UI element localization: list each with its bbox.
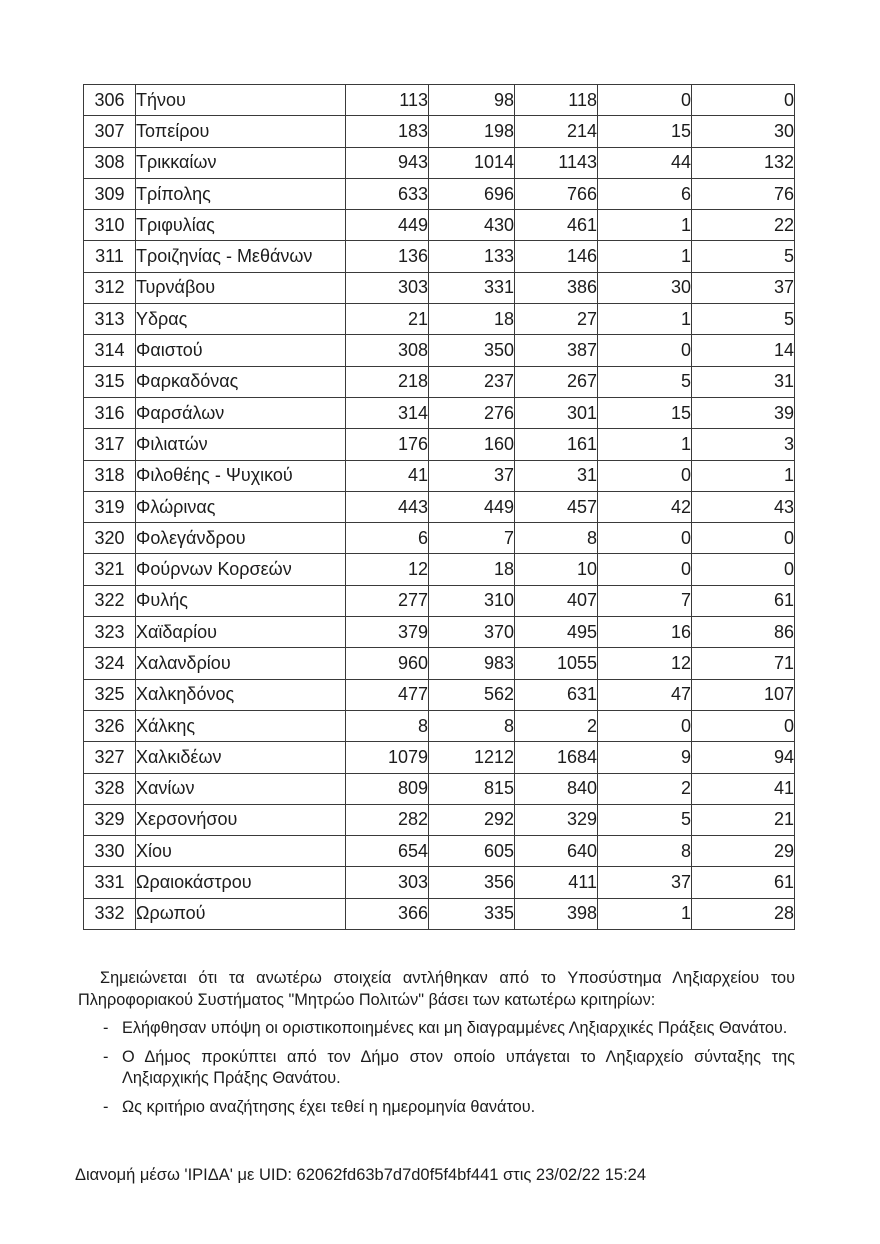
row-number-cell: 308	[84, 147, 136, 178]
municipality-cell: Τυρνάβου	[136, 272, 346, 303]
municipality-cell: Τρίπολης	[136, 178, 346, 209]
value-cell: 237	[429, 366, 515, 397]
table-row	[84, 523, 795, 554]
value-cell: 282	[346, 804, 429, 835]
value-cell: 2	[598, 773, 692, 804]
value-cell: 766	[515, 178, 598, 209]
value-cell: 7	[598, 585, 692, 616]
bullet-text: Ελήφθησαν υπόψη οι οριστικοποιημένες και μη διαγραμμένες Ληξιαρχικές Πράξεις Θανάτου.	[122, 1019, 788, 1038]
value-cell: 132	[692, 147, 795, 178]
value-cell: 12	[346, 554, 429, 585]
value-cell: 815	[429, 773, 515, 804]
row-number-cell: 331	[84, 867, 136, 898]
row-number-cell: 314	[84, 335, 136, 366]
value-cell: 631	[515, 679, 598, 710]
value-cell: 1684	[515, 742, 598, 773]
value-cell: 14	[692, 335, 795, 366]
row-number-cell: 325	[84, 679, 136, 710]
row-number-cell: 307	[84, 116, 136, 147]
table-row	[84, 147, 795, 178]
value-cell: 495	[515, 617, 598, 648]
value-cell: 0	[598, 85, 692, 116]
value-cell: 18	[429, 304, 515, 335]
table-row	[84, 648, 795, 679]
value-cell: 1	[598, 210, 692, 241]
row-number-cell: 313	[84, 304, 136, 335]
municipality-cell: Τριφυλίας	[136, 210, 346, 241]
value-cell: 1	[692, 460, 795, 491]
municipality-cell: Τοπείρου	[136, 116, 346, 147]
value-cell: 1	[598, 898, 692, 929]
value-cell: 1014	[429, 147, 515, 178]
value-cell: 1	[598, 241, 692, 272]
table-row	[84, 85, 795, 116]
table-row	[84, 272, 795, 303]
value-cell: 387	[515, 335, 598, 366]
municipality-cell: Χάλκης	[136, 710, 346, 741]
row-number-cell: 315	[84, 366, 136, 397]
municipality-cell: Φιλιατών	[136, 429, 346, 460]
value-cell: 146	[515, 241, 598, 272]
value-cell: 276	[429, 397, 515, 428]
value-cell: 86	[692, 617, 795, 648]
municipality-cell: Χαλανδρίου	[136, 648, 346, 679]
value-cell: 41	[346, 460, 429, 491]
value-cell: 136	[346, 241, 429, 272]
value-cell: 0	[598, 460, 692, 491]
table-row	[84, 429, 795, 460]
value-cell: 176	[346, 429, 429, 460]
value-cell: 42	[598, 491, 692, 522]
table-row	[84, 116, 795, 147]
value-cell: 8	[598, 836, 692, 867]
value-cell: 107	[692, 679, 795, 710]
value-cell: 214	[515, 116, 598, 147]
table-row	[84, 742, 795, 773]
municipality-cell: Φυλής	[136, 585, 346, 616]
value-cell: 198	[429, 116, 515, 147]
value-cell: 22	[692, 210, 795, 241]
value-cell: 292	[429, 804, 515, 835]
row-number-cell: 330	[84, 836, 136, 867]
table-row	[84, 304, 795, 335]
value-cell: 1	[598, 304, 692, 335]
value-cell: 350	[429, 335, 515, 366]
municipal-death-statistics-table	[83, 84, 795, 930]
municipality-cell: Χερσονήσου	[136, 804, 346, 835]
notes-section	[78, 968, 795, 1119]
value-cell: 37	[429, 460, 515, 491]
value-cell: 308	[346, 335, 429, 366]
table-row	[84, 366, 795, 397]
municipality-cell: Χανίων	[136, 773, 346, 804]
table-row	[84, 867, 795, 898]
value-cell: 449	[429, 491, 515, 522]
notes-intro-paragraph: Σημειώνεται ότι τα ανωτέρω στοιχεία αντλήθηκαν από το Υποσύστημα Ληξιαρχείου του Πληροφοριακού Συστήματος "Μητρώο Πολιτών" βάσει των κατωτέρω κριτηρίων:	[78, 969, 795, 1009]
value-cell: 0	[598, 523, 692, 554]
bullet-item	[78, 1018, 795, 1040]
row-number-cell: 332	[84, 898, 136, 929]
municipality-cell: Υδρας	[136, 304, 346, 335]
value-cell: 5	[692, 304, 795, 335]
table-row	[84, 397, 795, 428]
value-cell: 43	[692, 491, 795, 522]
value-cell: 1	[598, 429, 692, 460]
value-cell: 94	[692, 742, 795, 773]
value-cell: 31	[692, 366, 795, 397]
table-row	[84, 491, 795, 522]
value-cell: 21	[346, 304, 429, 335]
bullet-item	[78, 1097, 795, 1119]
value-cell: 133	[429, 241, 515, 272]
value-cell: 314	[346, 397, 429, 428]
value-cell: 160	[429, 429, 515, 460]
value-cell: 1212	[429, 742, 515, 773]
value-cell: 21	[692, 804, 795, 835]
value-cell: 335	[429, 898, 515, 929]
value-cell: 12	[598, 648, 692, 679]
bullet-dash: -	[103, 1047, 109, 1066]
value-cell: 943	[346, 147, 429, 178]
value-cell: 5	[598, 366, 692, 397]
value-cell: 0	[598, 554, 692, 585]
municipality-cell: Φλώρινας	[136, 491, 346, 522]
table-row	[84, 804, 795, 835]
value-cell: 640	[515, 836, 598, 867]
municipality-cell: Φαρσάλων	[136, 397, 346, 428]
row-number-cell: 319	[84, 491, 136, 522]
municipality-cell: Φολεγάνδρου	[136, 523, 346, 554]
value-cell: 960	[346, 648, 429, 679]
value-cell: 15	[598, 116, 692, 147]
municipality-cell: Χαλκιδέων	[136, 742, 346, 773]
value-cell: 29	[692, 836, 795, 867]
bullet-dash: -	[103, 1097, 109, 1116]
value-cell: 310	[429, 585, 515, 616]
value-cell: 6	[346, 523, 429, 554]
value-cell: 8	[515, 523, 598, 554]
value-cell: 386	[515, 272, 598, 303]
row-number-cell: 328	[84, 773, 136, 804]
value-cell: 457	[515, 491, 598, 522]
table-row	[84, 679, 795, 710]
value-cell: 407	[515, 585, 598, 616]
table-row	[84, 241, 795, 272]
value-cell: 44	[598, 147, 692, 178]
value-cell: 331	[429, 272, 515, 303]
value-cell: 605	[429, 836, 515, 867]
value-cell: 301	[515, 397, 598, 428]
value-cell: 277	[346, 585, 429, 616]
table-row	[84, 898, 795, 929]
row-number-cell: 310	[84, 210, 136, 241]
row-number-cell: 318	[84, 460, 136, 491]
row-number-cell: 326	[84, 710, 136, 741]
municipality-cell: Τροιζηνίας - Μεθάνων	[136, 241, 346, 272]
value-cell: 37	[692, 272, 795, 303]
value-cell: 39	[692, 397, 795, 428]
value-cell: 118	[515, 85, 598, 116]
value-cell: 5	[598, 804, 692, 835]
value-cell: 2	[515, 710, 598, 741]
value-cell: 218	[346, 366, 429, 397]
value-cell: 654	[346, 836, 429, 867]
value-cell: 7	[429, 523, 515, 554]
value-cell: 30	[598, 272, 692, 303]
value-cell: 0	[692, 85, 795, 116]
value-cell: 430	[429, 210, 515, 241]
value-cell: 16	[598, 617, 692, 648]
municipality-cell: Χαλκηδόνος	[136, 679, 346, 710]
value-cell: 303	[346, 867, 429, 898]
value-cell: 27	[515, 304, 598, 335]
value-cell: 9	[598, 742, 692, 773]
row-number-cell: 324	[84, 648, 136, 679]
table-row	[84, 617, 795, 648]
bullet-dash: -	[103, 1019, 109, 1038]
value-cell: 379	[346, 617, 429, 648]
value-cell: 983	[429, 648, 515, 679]
value-cell: 1143	[515, 147, 598, 178]
value-cell: 10	[515, 554, 598, 585]
bullet-item	[78, 1047, 795, 1090]
distribution-footer: Διανομή μέσω 'ΙΡΙΔΑ' με UID: 62062fd63b7d7d0f5f4bf441 στις 23/02/22 15:24	[75, 1166, 647, 1184]
row-number-cell: 306	[84, 85, 136, 116]
municipality-cell: Χίου	[136, 836, 346, 867]
value-cell: 329	[515, 804, 598, 835]
table-row	[84, 210, 795, 241]
value-cell: 183	[346, 116, 429, 147]
value-cell: 47	[598, 679, 692, 710]
municipality-cell: Φαιστού	[136, 335, 346, 366]
value-cell: 161	[515, 429, 598, 460]
value-cell: 15	[598, 397, 692, 428]
value-cell: 0	[692, 554, 795, 585]
table-row	[84, 585, 795, 616]
value-cell: 41	[692, 773, 795, 804]
table-row	[84, 460, 795, 491]
value-cell: 8	[346, 710, 429, 741]
value-cell: 3	[692, 429, 795, 460]
row-number-cell: 311	[84, 241, 136, 272]
value-cell: 398	[515, 898, 598, 929]
row-number-cell: 327	[84, 742, 136, 773]
value-cell: 31	[515, 460, 598, 491]
row-number-cell: 320	[84, 523, 136, 554]
value-cell: 809	[346, 773, 429, 804]
row-number-cell: 323	[84, 617, 136, 648]
bullet-text: Ο Δήμος προκύπτει από τον Δήμο στον οποίο υπάγεται το Ληξιαρχείο σύνταξης της Ληξιαρχικής Πράξης Θανάτου.	[122, 1047, 795, 1088]
bullet-text: Ως κριτήριο αναζήτησης έχει τεθεί η ημερομηνία θανάτου.	[122, 1097, 536, 1116]
row-number-cell: 312	[84, 272, 136, 303]
municipality-cell: Χαϊδαρίου	[136, 617, 346, 648]
value-cell: 411	[515, 867, 598, 898]
value-cell: 61	[692, 585, 795, 616]
municipality-cell: Φαρκαδόνας	[136, 366, 346, 397]
value-cell: 0	[692, 710, 795, 741]
municipality-cell: Τρικκαίων	[136, 147, 346, 178]
table-row	[84, 178, 795, 209]
value-cell: 0	[598, 710, 692, 741]
municipality-cell: Ωρωπού	[136, 898, 346, 929]
value-cell: 0	[598, 335, 692, 366]
value-cell: 370	[429, 617, 515, 648]
value-cell: 477	[346, 679, 429, 710]
statistics-table-body	[84, 85, 795, 930]
value-cell: 840	[515, 773, 598, 804]
value-cell: 37	[598, 867, 692, 898]
value-cell: 5	[692, 241, 795, 272]
value-cell: 461	[515, 210, 598, 241]
value-cell: 98	[429, 85, 515, 116]
row-number-cell: 316	[84, 397, 136, 428]
value-cell: 6	[598, 178, 692, 209]
row-number-cell: 309	[84, 178, 136, 209]
value-cell: 61	[692, 867, 795, 898]
value-cell: 1055	[515, 648, 598, 679]
value-cell: 0	[692, 523, 795, 554]
municipality-cell: Τήνου	[136, 85, 346, 116]
bullet-list	[78, 1018, 795, 1118]
municipality-cell: Ωραιοκάστρου	[136, 867, 346, 898]
value-cell: 696	[429, 178, 515, 209]
value-cell: 28	[692, 898, 795, 929]
value-cell: 449	[346, 210, 429, 241]
value-cell: 76	[692, 178, 795, 209]
value-cell: 562	[429, 679, 515, 710]
row-number-cell: 322	[84, 585, 136, 616]
value-cell: 267	[515, 366, 598, 397]
value-cell: 18	[429, 554, 515, 585]
value-cell: 1079	[346, 742, 429, 773]
value-cell: 356	[429, 867, 515, 898]
row-number-cell: 317	[84, 429, 136, 460]
table-row	[84, 836, 795, 867]
value-cell: 366	[346, 898, 429, 929]
row-number-cell: 329	[84, 804, 136, 835]
table-row	[84, 773, 795, 804]
value-cell: 633	[346, 178, 429, 209]
value-cell: 443	[346, 491, 429, 522]
table-row	[84, 554, 795, 585]
table-row	[84, 710, 795, 741]
value-cell: 113	[346, 85, 429, 116]
value-cell: 8	[429, 710, 515, 741]
municipality-cell: Φούρνων Κορσεών	[136, 554, 346, 585]
value-cell: 30	[692, 116, 795, 147]
row-number-cell: 321	[84, 554, 136, 585]
table-row	[84, 335, 795, 366]
municipality-cell: Φιλοθέης - Ψυχικού	[136, 460, 346, 491]
value-cell: 303	[346, 272, 429, 303]
value-cell: 71	[692, 648, 795, 679]
